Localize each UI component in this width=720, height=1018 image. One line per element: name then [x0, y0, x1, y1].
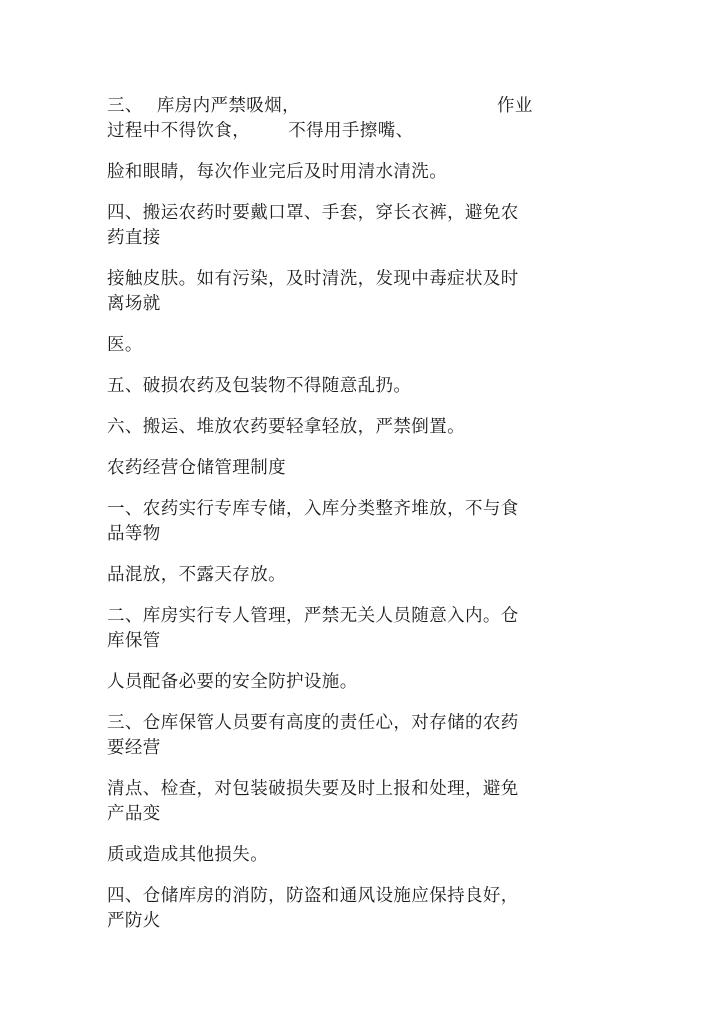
paragraph-line — [107, 119, 547, 144]
paragraph-safety-equipment: 人员配备必要的安全防护设施。 — [107, 672, 358, 692]
paragraph-dedicated-storage — [107, 497, 547, 547]
list-marker: 三、 — [107, 96, 143, 116]
paragraph-medical: 医。 — [107, 335, 143, 355]
paragraph-line: 四、仓储库房的消防，防盗和通风设施应保持良好， — [107, 886, 519, 906]
text-span: 过程中不得饮食， — [107, 121, 251, 141]
paragraph-line: 要经营 — [107, 738, 161, 758]
paragraph-line: 品等物 — [107, 524, 161, 544]
paragraph-line: 二、库房实行专人管理，严禁无关人员随意入内。仓 — [107, 606, 519, 626]
paragraph-line: 严防火 — [107, 911, 161, 931]
paragraph-line: 清点、检查，对包装破损失要及时上报和处理，避免 — [107, 779, 519, 799]
document-body — [107, 94, 547, 934]
paragraph-losses: 质或造成其他损失。 — [107, 845, 269, 865]
paragraph-contamination — [107, 267, 547, 317]
section-heading: 农药经营仓储管理制度 — [107, 458, 286, 478]
paragraph-line: 四、搬运农药时要戴口罩、手套，穿长衣裤，避免农 — [107, 203, 519, 223]
paragraph-protection — [107, 201, 547, 251]
paragraph-line: 离场就 — [107, 294, 161, 314]
text-span: 作业 — [497, 96, 533, 116]
paragraph-wash: 脸和眼睛，每次作业完后及时用清水清洗。 — [107, 162, 448, 182]
paragraph-line: 三、仓库保管人员要有高度的责任心，对存储的农药 — [107, 713, 519, 733]
text-span: 不得用手擦嘴、 — [288, 121, 414, 141]
paragraph-line: 药直接 — [107, 228, 161, 248]
paragraph-no-smoking — [107, 94, 547, 144]
paragraph-line: 一、农药实行专库专储，入库分类整齐堆放，不与食 — [107, 499, 519, 519]
paragraph-responsibility — [107, 711, 547, 761]
paragraph-damaged-packaging: 五、破损农药及包装物不得随意乱扔。 — [107, 376, 412, 396]
paragraph-no-mixing: 品混放，不露天存放。 — [107, 565, 286, 585]
paragraph-inspection — [107, 777, 547, 827]
paragraph-line: 库保管 — [107, 631, 161, 651]
paragraph-fire-safety — [107, 884, 547, 934]
paragraph-dedicated-staff — [107, 604, 547, 654]
paragraph-line: 接触皮肤。如有污染，及时清洗，发现中毒症状及时 — [107, 269, 519, 289]
paragraph-line: 产品变 — [107, 804, 161, 824]
text-span: 库房内严禁吸烟， — [156, 96, 301, 116]
paragraph-handling: 六、搬运、堆放农药要轻拿轻放，严禁倒置。 — [107, 417, 465, 437]
paragraph-line — [107, 94, 547, 119]
